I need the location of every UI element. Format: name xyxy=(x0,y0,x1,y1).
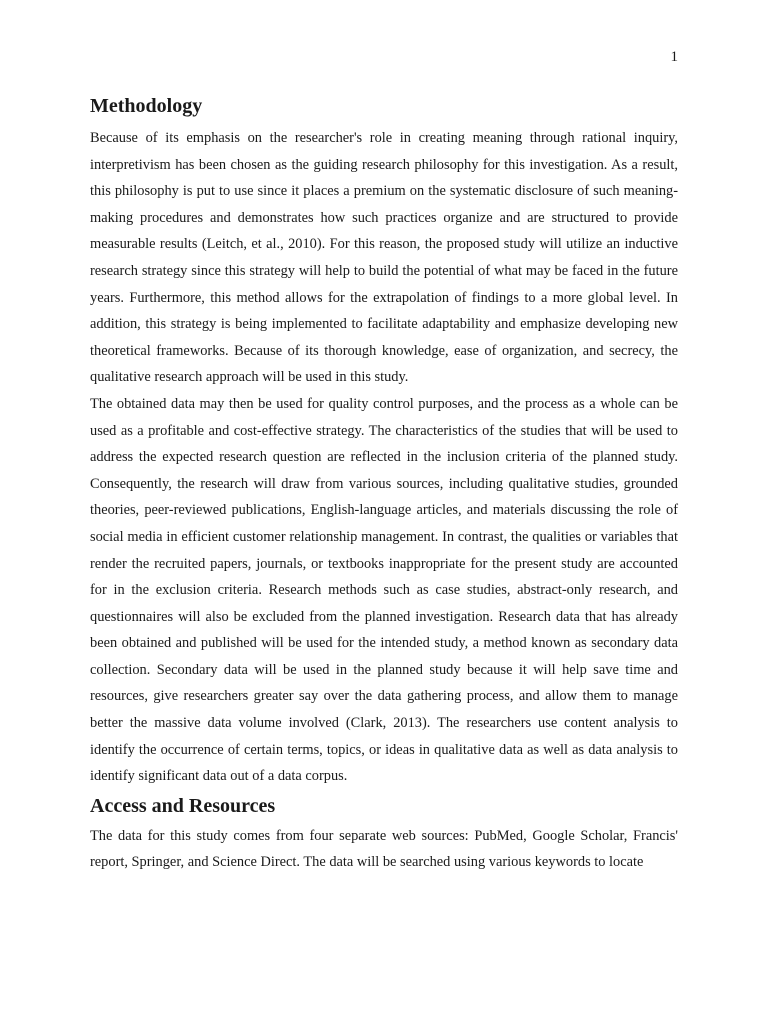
section-heading-methodology: Methodology xyxy=(90,95,203,117)
methodology-paragraph-1: Because of its emphasis on the researcher's role in creating meaning through rational inquiry, interpretivism has been chosen as the guiding research philosophy for this investigation. As a result, this philosophy is put to use since it places a premium on the systematic disclosure of such meaning-making procedures and demonstrates how such practices organize and are structured to provide measurable results (Leitch, et al., 2010). For this reason, the proposed study will utilize an inductive research strategy since this strategy will help to build the potential of what may be faced in the future years. Furthermore, this method allows for the extrapolation of findings to a more global level. In addition, this strategy is being implemented to facilitate adaptability and emphasize developing new theoretical frameworks. Because of its thorough knowledge, ease of organization, and secrecy, the qualitative research approach will be used in this study. xyxy=(90,130,678,386)
access-paragraph-1: The data for this study comes from four separate web sources: PubMed, Google Scholar, Francis' report, Springer, and Science Direct. The data will be searched using various keywords to locate xyxy=(90,827,678,871)
section-heading-access-and-resources: Access and Resources xyxy=(90,794,276,817)
document-body xyxy=(90,90,678,876)
methodology-paragraph-2: The obtained data may then be used for quality control purposes, and the process as a whole can be used as a profitable and cost-effective strategy. The characteristics of the studies that will be used to address the expected research question are reflected in the inclusion criteria of the planned study. Consequently, the research will draw from various sources, including qualitative studies, grounded theories, peer-reviewed publications, English-language articles, and materials discussing the role of social media in efficient customer relationship management. In contrast, the qualities or variables that render the recruited papers, journals, or textbooks inappropriate for the present study are accounted for in the exclusion criteria. Research methods such as case studies, abstract-only research, and questionnaires will also be excluded from the planned investigation. Research data that has already been obtained and published will be used for the intended study, a method known as secondary data collection. Secondary data will be used in the planned study because it will help save time and resources, give researchers greater say over the data gathering process, and allow them to manage better the massive data volume involved (Clark, 2013). The researchers use content analysis to identify the occurrence of certain terms, topics, or ideas in qualitative data as well as data analysis to identify significant data out of a data corpus. xyxy=(90,395,678,785)
page-number: 1 xyxy=(670,49,678,65)
